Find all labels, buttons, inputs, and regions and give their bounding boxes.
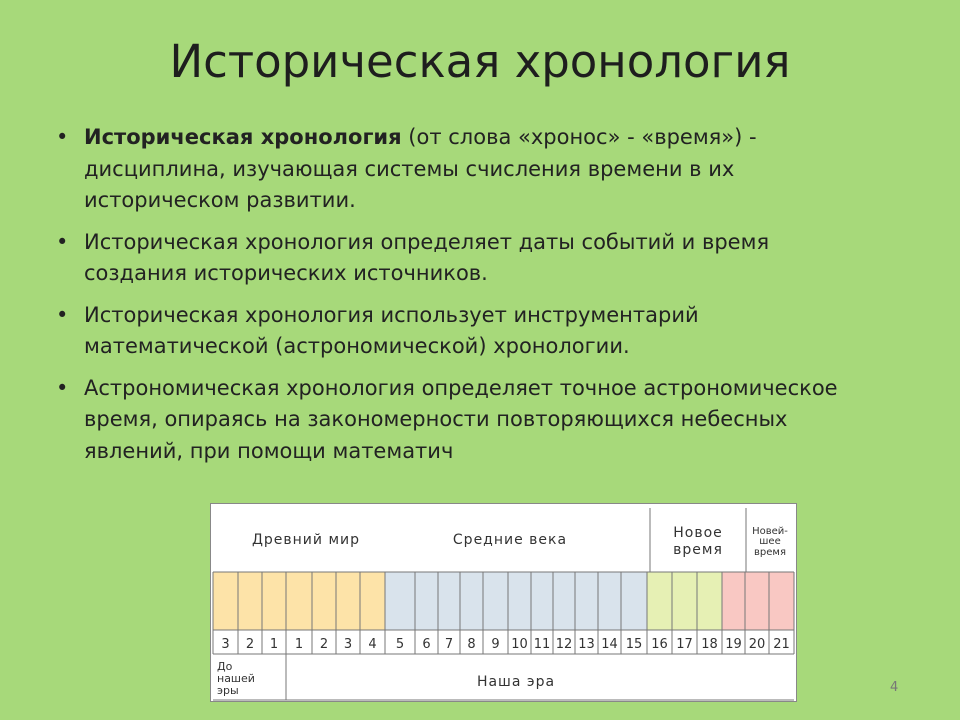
century-band-11 bbox=[531, 572, 553, 630]
century-label: 10 bbox=[511, 637, 528, 652]
century-label: 2 bbox=[319, 637, 329, 652]
century-band-18 bbox=[697, 572, 722, 630]
century-band-9 bbox=[483, 572, 508, 630]
era-label-bc: нашей bbox=[217, 672, 255, 685]
century-label: 7 bbox=[444, 637, 454, 652]
era-label-bc: эры bbox=[217, 684, 239, 697]
century-band-3 bbox=[336, 572, 360, 630]
century-label: 17 bbox=[676, 637, 693, 652]
era-label-ad: Наша эра bbox=[476, 674, 556, 690]
bullet-marker: • bbox=[56, 302, 69, 327]
century-band-10 bbox=[508, 572, 531, 630]
century-label: 18 bbox=[701, 637, 718, 652]
century-band-16 bbox=[647, 572, 672, 630]
era-label-bc: До bbox=[217, 660, 233, 673]
period-label-newest: время bbox=[754, 547, 786, 558]
period-label-newest: Новей- bbox=[752, 526, 788, 537]
bullet-item-4 bbox=[56, 373, 856, 468]
century-band-8 bbox=[460, 572, 483, 630]
century-label: 21 bbox=[773, 637, 790, 652]
century-label: 1 bbox=[294, 637, 304, 652]
century-label: 8 bbox=[467, 637, 476, 652]
century-band-1 bbox=[286, 572, 312, 630]
century-band-4 bbox=[360, 572, 385, 630]
century-band-7 bbox=[438, 572, 460, 630]
century-band-12 bbox=[553, 572, 575, 630]
bullet-item-3 bbox=[56, 300, 856, 363]
century-label: 2 bbox=[245, 637, 255, 652]
century-band-19 bbox=[722, 572, 745, 630]
slide-title: Историческая хронология bbox=[169, 35, 791, 88]
century-label: 15 bbox=[625, 637, 643, 652]
century-band-21 bbox=[769, 572, 794, 630]
bullet-item-1 bbox=[56, 122, 856, 217]
century-label: 20 bbox=[748, 637, 766, 652]
page-number: 4 bbox=[890, 680, 899, 695]
bullet-marker: • bbox=[56, 375, 69, 400]
century-band-2 bbox=[312, 572, 336, 630]
century-label: 4 bbox=[368, 637, 377, 652]
century-label: 11 bbox=[533, 637, 551, 652]
period-label-new-time: время bbox=[673, 542, 723, 558]
period-label-newest: шее bbox=[759, 536, 781, 547]
century-band-14 bbox=[598, 572, 621, 630]
period-label-middle-ages: Средние века bbox=[452, 532, 568, 548]
period-label-ancient: Древний мир bbox=[251, 532, 361, 548]
century-band-15 bbox=[621, 572, 647, 630]
century-label: 1 bbox=[269, 637, 279, 652]
bullet-text: Историческая хронология использует инструментарий математической (астрономической) хронологии. bbox=[84, 302, 699, 358]
century-band-6 bbox=[415, 572, 438, 630]
bullet-text: (от слова «хронос» - «время») - дисциплина, изучающая системы счисления времени в их историческом развитии. bbox=[84, 125, 757, 212]
century-label: 9 bbox=[491, 637, 500, 652]
century-label: 12 bbox=[555, 637, 573, 652]
century-label: 3 bbox=[343, 637, 353, 652]
bullet-marker: • bbox=[56, 229, 69, 254]
bullet-list bbox=[56, 122, 856, 477]
century-band-13 bbox=[575, 572, 598, 630]
century-band-5 bbox=[385, 572, 415, 630]
century-label: 16 bbox=[651, 637, 668, 652]
century-band-3 bbox=[213, 572, 238, 630]
century-label: 5 bbox=[395, 637, 405, 652]
century-band-1 bbox=[262, 572, 286, 630]
bullet-text: Историческая хронология определяет даты событий и время создания исторических источников. bbox=[84, 229, 770, 285]
century-label: 14 bbox=[601, 637, 618, 652]
century-label: 6 bbox=[422, 637, 431, 652]
century-band-17 bbox=[672, 572, 697, 630]
century-band-2 bbox=[238, 572, 262, 630]
bullet-item-2 bbox=[56, 227, 856, 290]
timeline-svg bbox=[211, 504, 798, 703]
century-label: 13 bbox=[578, 637, 595, 652]
bullet-text: Астрономическая хронология определяет точное астрономическое время, опираясь на закономерности повторяющихся небесных явлений, при помощи математич bbox=[84, 375, 838, 463]
period-label-new-time: Новое bbox=[673, 525, 723, 541]
century-label: 19 bbox=[725, 637, 742, 652]
chronology-timeline-table bbox=[210, 503, 797, 702]
bullet-term: Историческая хронология bbox=[84, 125, 402, 149]
century-band-20 bbox=[745, 572, 769, 630]
bullet-marker: • bbox=[56, 125, 69, 149]
century-label: 3 bbox=[221, 637, 230, 652]
